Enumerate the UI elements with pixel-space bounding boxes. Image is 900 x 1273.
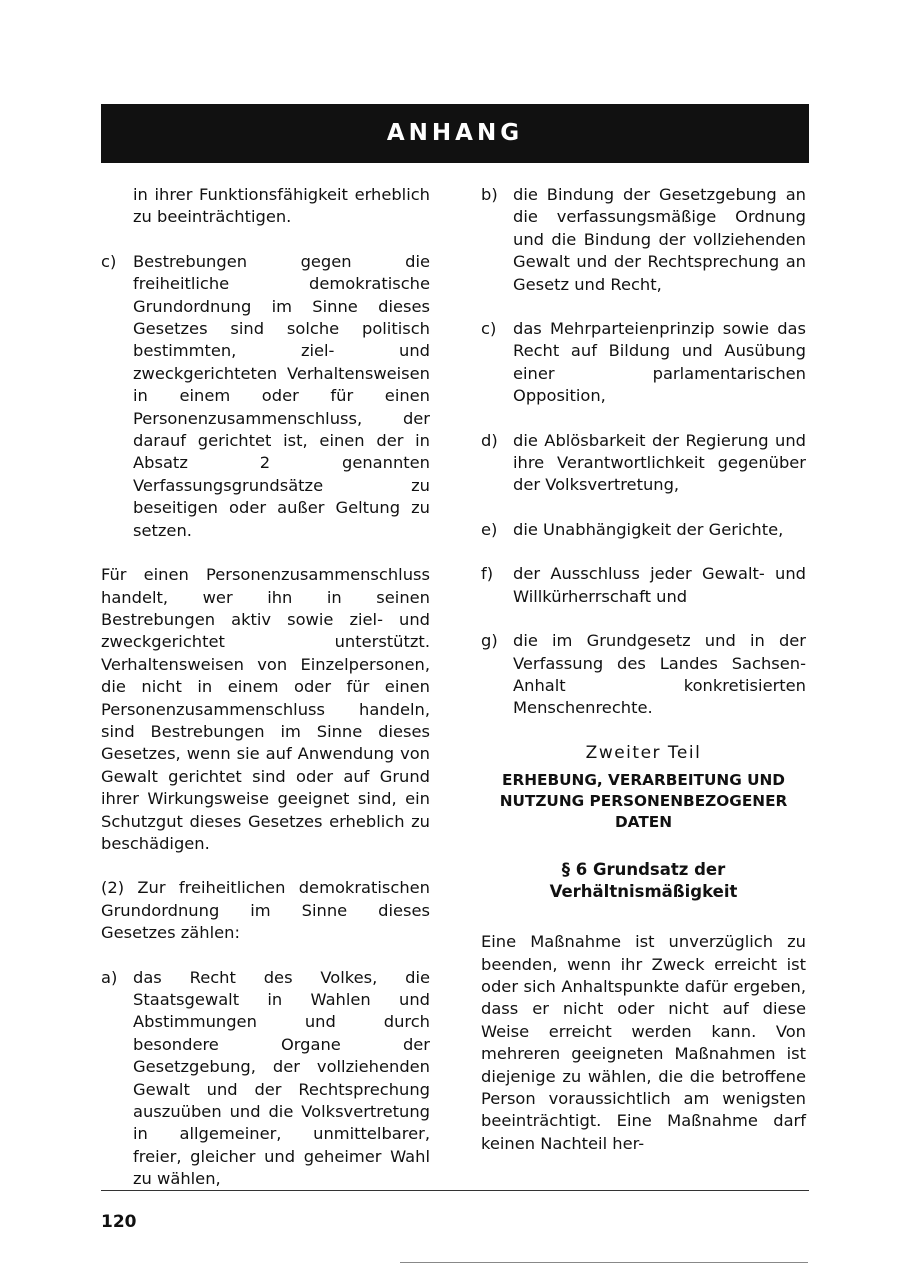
left-column [101,184,430,1213]
list-text: die Ablösbarkeit der Regierung und ihre Verantwortlichkeit gegenüber der Volksvertretung, [513,430,806,495]
list-text: die Unabhängigkeit der Gerichte, [513,519,784,539]
paragraph: Eine Maßnahme ist unverzüglich zu beenden, wenn ihr Zweck erreicht ist oder sich Anhaltspunkte dafür ergeben, dass er nicht oder nicht auf diese Weise erreicht werden kann. Von mehreren geeigneten Maßnahmen ist diejenige zu wählen, die die betroffene Person voraussichtlich am wenigsten beeinträchtigt. Eine Maßnahme darf keinen Nachteil her- [481,932,806,1153]
list-text: die im Grundgesetz und in der Verfassung des Landes Sachsen-Anhalt konkretisierten Menschenrechte. [513,631,806,718]
continued-text: in ihrer Funktionsfähigkeit erheblich zu beeinträchtigen. [133,185,430,227]
section-title-line: DATEN [614,813,673,832]
footer-divider [101,1190,809,1191]
list-item-g [481,630,806,720]
list-item-a [101,967,430,1191]
list-text: die Bindung der Gesetzgebung an die verfassungsmäßige Ordnung und die Bindung der vollziehenden Gewalt und der Rechtsprechung an Gesetz und Recht, [513,185,806,294]
page-number: 120 [101,1212,137,1232]
paragraph: Für einen Personenzusammenschluss handelt, wer ihn in seinen Bestrebungen aktiv sowie ziel- und zweckgerichtet unterstützt. Verhaltensweisen von Einzelpersonen, die nicht in einem oder für einen Personenzusammenschluss handeln, sind Bestrebungen im Sinne dieses Gesetzes, wenn sie auf Anwendung von Gewalt gerichtet sind oder auf Grund ihrer Wirkungsweise geeignet sind, ein Schutzgut dieses Gesetzes erheblich zu beschädigen. [101,565,430,853]
list-text: Bestrebungen gegen die freiheitliche demokratische Grundordnung im Sinne dieses Gesetzes sind solche politisch bestimmten, ziel- und zweckgerichteten Verhaltensweisen in einem oder für einen Personenzusammenschluss, der darauf gerichtet ist, einen der in Absatz 2 genannten Verfassungsgrundsätze zu beseitigen oder außer Geltung zu setzen. [133,251,430,540]
paragraph-title-line: § 6 Grundsatz der [561,860,726,880]
part-title: Zweiter Teil [585,742,702,763]
list-text: das Recht des Volkes, die Staatsgewalt in Wahlen und Abstimmungen und durch besondere Organe der Gesetzgebung, der vollziehenden Gewalt und der Rechtsprechung auszuüben und die Volksvertretung in allgemeiner, unmittelbarer, freier, gleicher und geheimer Wahl zu wählen, [133,967,430,1189]
list-item-c [101,251,430,542]
list-item-b [481,184,806,296]
paragraph-title [481,859,806,903]
list-item-c [481,318,806,408]
list-label: b) [481,185,498,204]
list-label: d) [481,430,498,450]
list-label: a) [101,967,118,987]
list-label: f) [481,564,494,584]
section-title-line: ERHEBUNG, VERARBEITUNG UND [502,771,785,790]
list-label: c) [481,319,497,339]
list-text: der Ausschluss jeder Gewalt- und Willkürherrschaft und [513,564,806,606]
list-item-f [481,563,806,608]
list-item-d [481,430,806,497]
paragraph: (2) Zur freiheitlichen demokratischen Grundordnung im Sinne dieses Gesetzes zählen: [101,878,430,943]
section-title [481,770,806,833]
list-item-e [481,519,806,541]
paragraph-title-line: Verhältnismäßigkeit [549,882,738,902]
list-label: e) [481,519,498,539]
section-title-line: NUTZUNG PERSONENBEZOGENER [499,792,788,811]
bottom-edge-line [400,1262,808,1263]
right-column [481,184,806,1177]
list-text: das Mehrparteienprinzip sowie das Recht auf Bildung und Ausübung einer parlamentarischen Opposition, [513,319,806,406]
list-label: c) [101,251,117,271]
section-header: ANHANG [101,104,809,163]
list-label: g) [481,631,498,651]
